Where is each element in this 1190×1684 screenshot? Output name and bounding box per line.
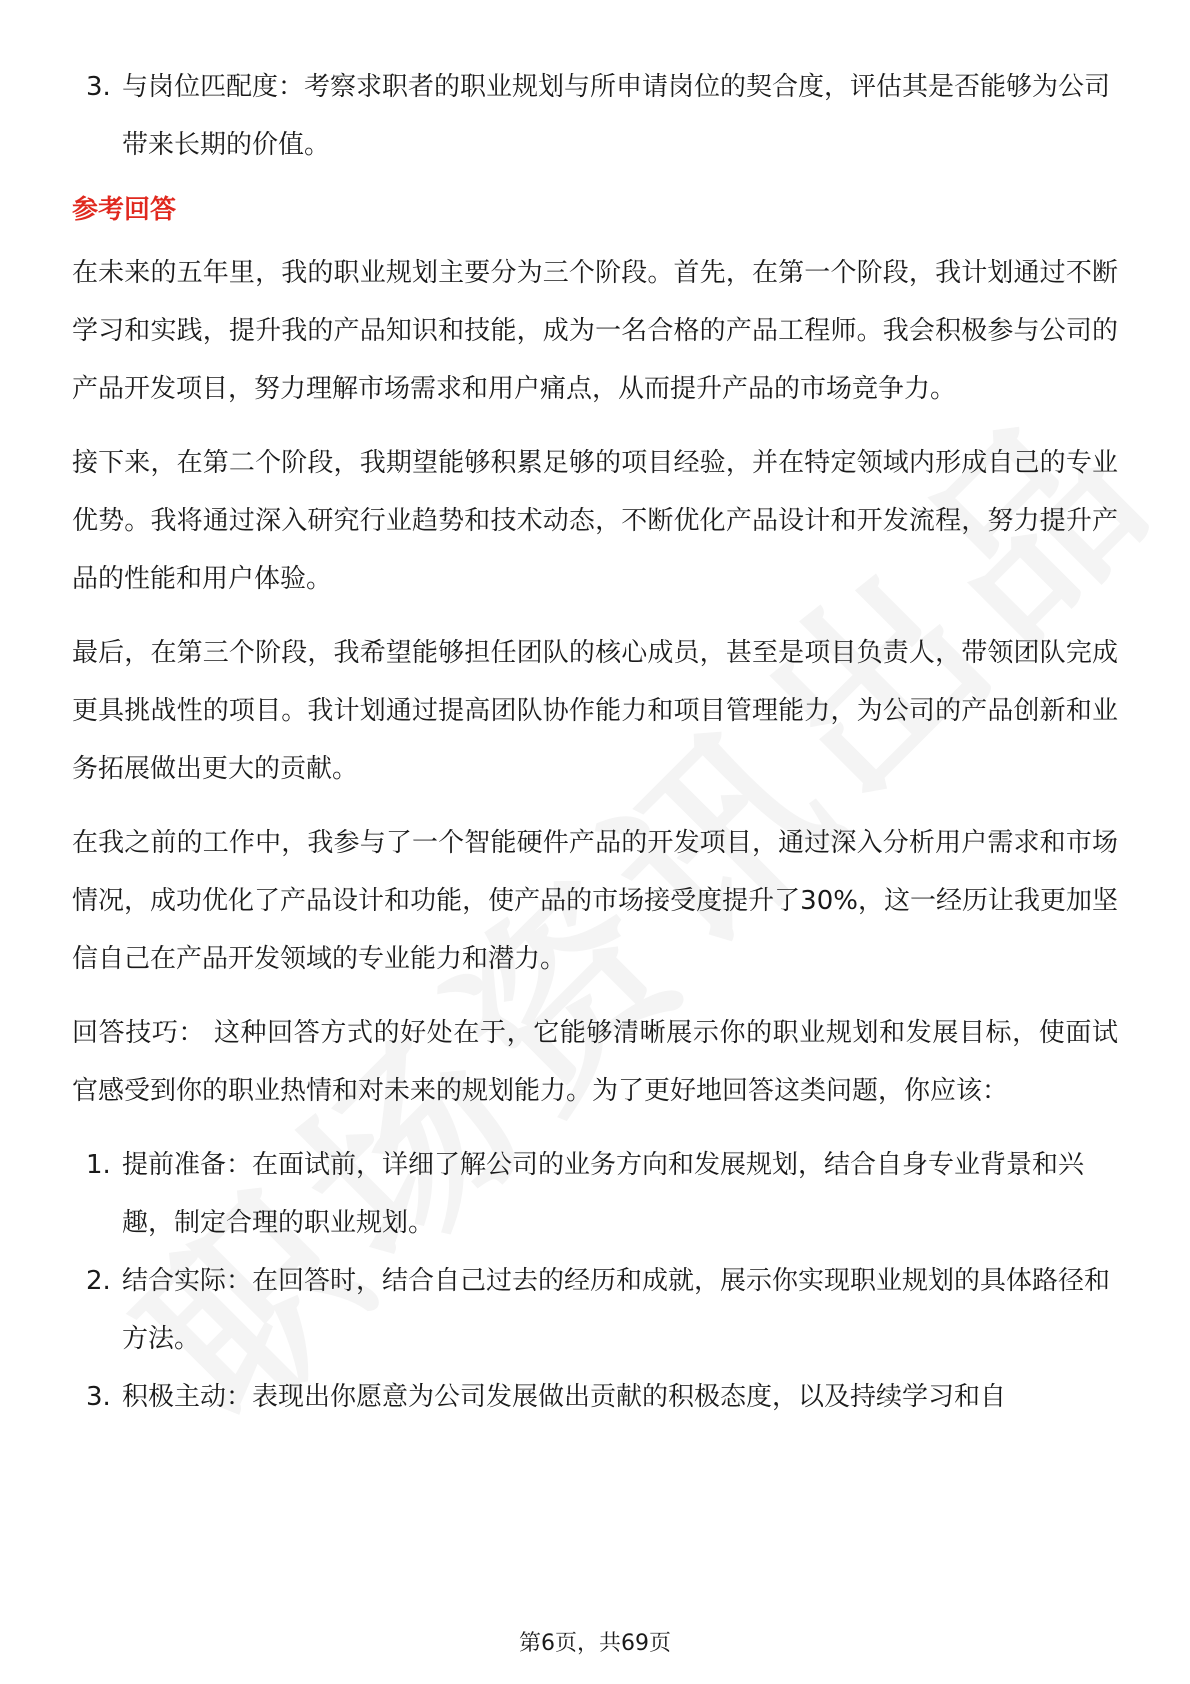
list-item [72, 58, 1118, 174]
page-number-footer: 第6页，共69页 [519, 1631, 671, 1656]
list-item [72, 1252, 1118, 1368]
section-heading: 参考回答 [72, 195, 177, 225]
tips-list [72, 1136, 1118, 1426]
top-list [72, 58, 1118, 174]
list-item-number: 1. [86, 1150, 111, 1180]
paragraph-stage-two: 接下来，在第二个阶段，我期望能够积累足够的项目经验，并在特定领域内形成自己的专业优势。我将通过深入研究行业趋势和技术动态，不断优化产品设计和开发流程，努力提升产品的性能和用户体验。 [72, 448, 1118, 594]
paragraph-experience: 在我之前的工作中，我参与了一个智能硬件产品的开发项目，通过深入分析用户需求和市场情况，成功优化了产品设计和功能，使产品的市场接受度提升了30%，这一经历让我更加坚信自己在产品开发领域的专业能力和潜力。 [72, 828, 1118, 974]
paragraph-stage-three: 最后，在第三个阶段，我希望能够担任团队的核心成员，甚至是项目负责人，带领团队完成更具挑战性的项目。我计划通过提高团队协作能力和项目管理能力，为公司的产品创新和业务拓展做出更大的贡献。 [72, 638, 1118, 784]
list-item-text: 积极主动：表现出你愿意为公司发展做出贡献的积极态度，以及持续学习和自 [122, 1382, 1007, 1412]
document-body [72, 58, 1118, 1426]
list-item-number: 2. [86, 1266, 111, 1296]
list-item-text: 结合实际：在回答时，结合自己过去的经历和成就，展示你实现职业规划的具体路径和方法。 [122, 1266, 1111, 1354]
list-item [72, 1136, 1118, 1252]
list-item-text: 提前准备：在面试前，详细了解公司的业务方向和发展规划，结合自身专业背景和兴趣，制定合理的职业规划。 [122, 1150, 1085, 1238]
paragraph-answer-tips: 回答技巧： 这种回答方式的好处在于，它能够清晰展示你的职业规划和发展目标，使面试官感受到你的职业热情和对未来的规划能力。为了更好地回答这类问题，你应该： [72, 1018, 1118, 1106]
list-item [72, 1368, 1118, 1426]
list-item-number: 3. [86, 72, 111, 102]
list-item-text: 与岗位匹配度：考察求职者的职业规划与所申请岗位的契合度，评估其是否能够为公司带来长期的价值。 [122, 72, 1111, 160]
paragraph-stage-one: 在未来的五年里，我的职业规划主要分为三个阶段。首先，在第一个阶段，我计划通过不断学习和实践，提升我的产品知识和技能，成为一名合格的产品工程师。我会积极参与公司的产品开发项目，努力理解市场需求和用户痛点，从而提升产品的市场竞争力。 [72, 258, 1118, 404]
list-item-number: 3. [86, 1382, 111, 1412]
